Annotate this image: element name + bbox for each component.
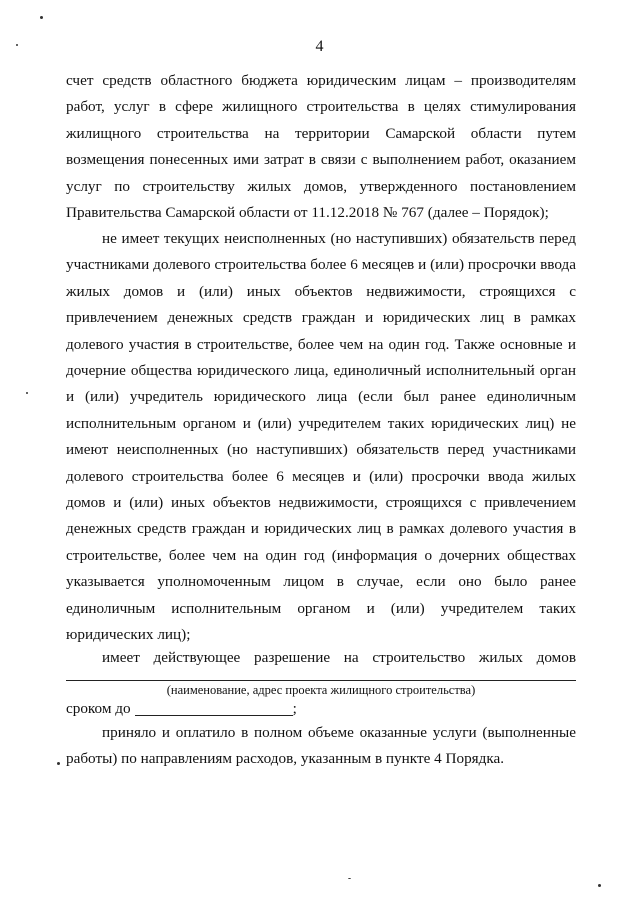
paragraph-budget-order: счет средств областного бюджета юридическим лицам – производителям работ, услуг в сфере жилищного строительства в целях стимулирования жилищного строительства на территории Самарской области путем возмещения понесенных ими затрат в связи с выполнением работ, оказанием услуг по строительству жилых домов, утвержденного постановлением Правительства Самарской области от 11.12.2018 № 767 (далее – Порядок);: [66, 72, 576, 222]
scan-speck: [16, 44, 18, 46]
scan-speck: [40, 16, 43, 19]
project-blank-line: [66, 680, 576, 681]
paragraph-no-obligations: не имеет текущих неисполненных (но наступивших) обязательств перед участниками долевого строительства более 6 месяцев и (или) просрочки ввода жилых домов и (или) иных объектов недвижимости, строящихся с привлечением денежных средств граждан и юридических лиц в рамках долевого участия в строительстве, более чем на один год. Также основные и дочерние общества юридического лица, единоличный исполнительный орган и (или) учредитель юридического лица (если был ранее единоличным исполнительным органом и (или) учредителем таких юридических лиц) не имеют неисполненных (но наступивших) обязательств перед участниками долевого строительства более 6 месяцев и (или) просрочки ввода жилых домов и (или) иных объектов недвижимости, строящихся с привлечением денежных средств граждан и юридических лиц в рамках долевого участия в строительстве, более чем на один год (информация о дочерних обществах указывается уполномоченным лицом в случае, если оно было ранее единоличным исполнительным органом и (или) учредителем таких юридических лиц);: [66, 230, 576, 644]
scan-speck: [348, 878, 351, 879]
project-blank-caption: (наименование, адрес проекта жилищного строительства): [166, 683, 476, 697]
deadline-label: сроком до: [66, 700, 131, 717]
scan-speck: [26, 392, 28, 394]
paragraph-services-paid: приняло и оплатило в полном объеме оказанные услуги (выполненные работы) по направлениям расходов, указанным в пункте 4 Порядка.: [66, 724, 576, 768]
page-number: 4: [315, 38, 324, 55]
permit-deadline: [66, 696, 297, 722]
paragraph-building-permit: имеет действующее разрешение на строительство жилых домов: [102, 649, 576, 666]
scan-speck: [57, 762, 60, 765]
scan-speck: [598, 884, 601, 887]
deadline-suffix: ;: [292, 700, 297, 717]
deadline-blank-line: [135, 699, 293, 716]
